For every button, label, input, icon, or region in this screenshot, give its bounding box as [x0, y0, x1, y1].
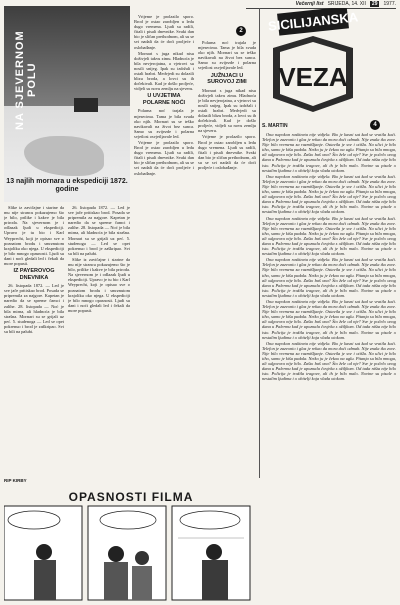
comic-strip [4, 478, 252, 602]
polar-night-text-b: Vrijeme je prolazilo sporo. Brod je ostao zarobljen u ledu dugo vremena. Ljudi su radili, čitali i pisali dnevnike. Svaki dan bio je sličan prethodnom, ali su se svi nadali da će doći proljeće i oslobađanje. [134, 139, 194, 176]
series2-text-d: Ona napokon raskineta nije vidjela. Bio je kasni sat kad se vratila kući. Telefon je zazvonio i glas je rekao da mora doći odmah. Nije znala tko zove. Nije bilo vremena za razmišljanje. Ostavila je sve i otišla. Na ulici je bilo tiho, samo je kiša padala. Netko ju je čekao na uglu. Pitanja su bila mnoga, ali odgovora nije bilo. Zašto baš ona? Što žele od nje? Sve je počelo onog dana u Palermu kad je upoznala čovjeka s ožiljkom. Od tada ništa nije bilo isto. Policija je tražila tragove, ali ih je bilo malo. Novine su pisale o nestalim ljudima i o obitelji koja vlada otokom. [262, 257, 396, 298]
svg-text:VEZA: VEZA [278, 62, 348, 92]
page-number: 29 [371, 1, 378, 7]
ship-silhouette [74, 98, 98, 112]
winter-text-b: Vrijeme je prolazilo sporo. Brod je ostao zarobljen u ledu dugo vremena. Ljudi su radili, čitali i pisali dnevnike. Svaki dan bio je sličan prethodnom, ali su se svi nadali da će doći proljeće i oslobađanje. [198, 134, 256, 170]
comic-title: OPASNOSTI FILMA [68, 490, 194, 504]
arctic-photo [4, 6, 130, 202]
diary-heading: IZ PAYEROVOG DNEVNIKA [13, 268, 55, 281]
series2-number: 4 [370, 120, 380, 130]
series2-text-f: Ona napokon raskineta nije vidjela. Bio je kasni sat kad se vratila kući. Telefon je zazvonio i glas je rekao da mora doći odmah. Nije znala tko zove. Nije bilo vremena za razmišljanje. Ostavila je sve i otišla. Na ulici je bilo tiho, samo je kiša padala. Netko ju je čekao na uglu. Pitanja su bila mnoga, ali odgovora nije bilo. Zašto baš ona? Što žele od nje? Sve je počelo onog dana u Palermu kad je upoznala čovjeka s ožiljkom. Od tada ništa nije bilo isto. Policija je tražila tragove, ali ih je bilo malo. Novine su pisale o nestalim ljudima i o obitelji koja vlada otokom. [262, 340, 396, 382]
section2-text: Vrijeme je prolazilo sporo. Brod je ostao zarobljen u ledu dugo vremena. Ljudi su radili, čitali i pisali dnevnike. Svaki dan bio je sličan prethodnom, ali su se svi nadali da će doći proljeće i oslobađanje. [134, 14, 194, 50]
polar-night-heading: U UVJETIMA POLARNE NOĆI [142, 93, 186, 106]
article-text-cont-2: Slike iz zavičajne i starine da mu nije strancu pokazujemo što je bilo, prilike i kakve je bila priroda. Na sjevernom je i odlazak ljudi u ekspediciji. Upravo je tu bio i Karl Weyprecht, koji je opisao sve o poznatom brodu i smrznutom krajoliku oko njega. U ekspediciji je bilo mnogo opasnosti. Ljudi su dani i noći gledali led i čekali da more popusti. [68, 256, 130, 313]
column-4 [198, 40, 256, 474]
svg-text:SICILIJANSKA: SICILIJANSKA [267, 9, 359, 34]
column-2 [68, 205, 130, 473]
section-number: 2 [236, 26, 246, 36]
series-title: NA SJEVERNOM POLU [14, 30, 38, 130]
column-5 [262, 132, 396, 600]
photo-caption-text: 13 najlih mornara u ekspediciji 1872. godine [6, 178, 128, 193]
comic-label: RIP KIRBY [4, 478, 27, 483]
winter-heading: JUŽNJACI U SUROVOJ ZIMI [207, 72, 247, 86]
section2-text-b: Mornari s juga nikad nisu doživjeli takvu zimu. Hladnoća je bila nevjerojatna, a vjetrovi su nosili snijeg. Ipak su izdržali i ostali hrabri. Medvjedi su dolazili blizu broda, a lovci su ih dočekivali. Kad je došlo proljeće, vidjeli su novu zemlju na sjeveru. [134, 50, 194, 92]
winter-text: Mornari s juga nikad nisu doživjeli takvu zimu. Hladnoća je bila nevjerojatna, a vjetrovi su nosili snijeg. Ipak su izdržali i ostali hrabri. Medvjedi su dolazili blizu broda, a lovci su ih dočekivali. Kad je došlo proljeće, vidjeli su novu zemlju na sjeveru. [198, 87, 256, 134]
series2-text-c: Ona napokon raskineta nije vidjela. Bio je kasni sat kad se vratila kući. Telefon je zazvonio i glas je rekao da mora doći odmah. Nije znala tko zove. Nije bilo vremena za razmišljanje. Ostavila je sve i otišla. Na ulici je bilo tiho, samo je kiša padala. Netko ju je čekao na uglu. Pitanja su bila mnoga, ali odgovora nije bilo. Zašto baš ona? Što žele od nje? Sve je počelo onog dana u Palermu kad je upoznala čovjeka s ožiljkom. Od tada ništa nije bilo isto. Policija je tražila tragove, ali ih je bilo malo. Novine su pisale o nestalim ljudima i o obitelji koja vlada otokom. [262, 215, 396, 257]
article-text-cont: 26. listopada 1872. — Led je sve jače pritiskao brod. Posada se pripremila za najgore. Kapetan je naredio da se spreme čamci i zalihe. 28. listopada — Noć je bila mirna, ali hladnoća je bila strašna. Mornari su se grijali uz peć. 5. studenoga — Led se opet pokrenuo i brod je zaškripao. Svi su bili na palubi. [68, 205, 130, 256]
polar-night-text: Polarna noć trajala je mjesecima. Tama je bila svuda oko njih. Mornari su se teško navikavali na život bez sunca. Samo su zvijezde i polarna svjetlost osvjetljavale led. [134, 108, 194, 139]
column4-text: Polarna noć trajala je mjesecima. Tama je bila svuda oko njih. Mornari su se teško navikavali na život bez sunca. Samo su zvijezde i polarna svjetlost osvjetljavale led. [198, 40, 256, 71]
issue-year: 1977. [383, 1, 396, 7]
column-1 [4, 205, 64, 473]
author-name: S. MARTIN [262, 123, 288, 129]
issue-date: SRIJEDA, 14. XII [327, 1, 366, 7]
series2-text-e: Ona napokon raskineta nije vidjela. Bio je kasni sat kad se vratila kući. Telefon je zazvonio i glas je rekao da mora doći odmah. Nije znala tko zove. Nije bilo vremena za razmišljanje. Ostavila je sve i otišla. Na ulici je bilo tiho, samo je kiša padala. Netko ju je čekao na uglu. Pitanja su bila mnoga, ali odgovora nije bilo. Zašto baš ona? Što žele od nje? Sve je počelo onog dana u Palermu kad je upoznala čovjeka s ožiljkom. Od tada ništa nije bilo isto. Policija je tražila tragove, ali ih je bilo malo. Novine su pisale o nestalim ljudima i o obitelji koja vlada otokom. [262, 299, 396, 340]
photo-caption [4, 178, 130, 202]
sicilian-connection-logo [258, 8, 380, 118]
article-text: Slike iz zavičajne i starine da mu nije strancu pokazujemo što je bilo, prilike i kakve je bila priroda. Na sjevernom je i odlazak ljudi u ekspediciji. Upravo je tu bio i Karl Weyprecht, koji je opisao sve o poznatom brodu i smrznutom krajoliku oko njega. U ekspediciji je bilo mnogo opasnosti. Ljudi su dani i noći gledali led i čekali da more popusti. [4, 205, 64, 267]
series2-text: Ona napokon raskineta nije vidjela. Bio je kasni sat kad se vratila kući. Telefon je zazvonio i glas je rekao da mora doći odmah. Nije znala tko zove. Nije bilo vremena za razmišljanje. Ostavila je sve i otišla. Na ulici je bilo tiho, samo je kiša padala. Netko ju je čekao na uglu. Pitanja su bila mnoga, ali odgovora nije bilo. Zašto baš ona? Što žele od nje? Sve je počelo onog dana u Palermu kad je upoznala čovjeka s ožiljkom. Od tada ništa nije bilo isto. Policija je tražila tragove, ali ih je bilo malo. Novine su pisale o nestalim ljudima i o obitelji koja vlada otokom. [262, 132, 396, 173]
series2-text-b: Ona napokon raskineta nije vidjela. Bio je kasni sat kad se vratila kući. Telefon je zazvonio i glas je rekao da mora doći odmah. Nije znala tko zove. Nije bilo vremena za razmišljanje. Ostavila je sve i otišla. Na ulici je bilo tiho, samo je kiša padala. Netko ju je čekao na uglu. Pitanja su bila mnoga, ali odgovora nije bilo. Zašto baš ona? Što žele od nje? Sve je počelo onog dana u Palermu kad je upoznala čovjeka s ožiljkom. Od tada ništa nije bilo isto. Policija je tražila tragove, ali ih je bilo malo. Novine su pisale o nestalim ljudima i o obitelji koja vlada otokom. [262, 173, 396, 215]
diary-text: 26. listopada 1872. — Led je sve jače pritiskao brod. Posada se pripremila za najgore. Kapetan je naredio da se spreme čamci i zalihe. 28. listopada — Noć je bila mirna, ali hladnoća je bila strašna. Mornari su se grijali uz peć. 5. studenoga — Led se opet pokrenuo i brod je zaškripao. Svi su bili na palubi. [4, 283, 64, 334]
paper-name: Večernji list [295, 1, 324, 7]
column-3 [134, 14, 194, 474]
